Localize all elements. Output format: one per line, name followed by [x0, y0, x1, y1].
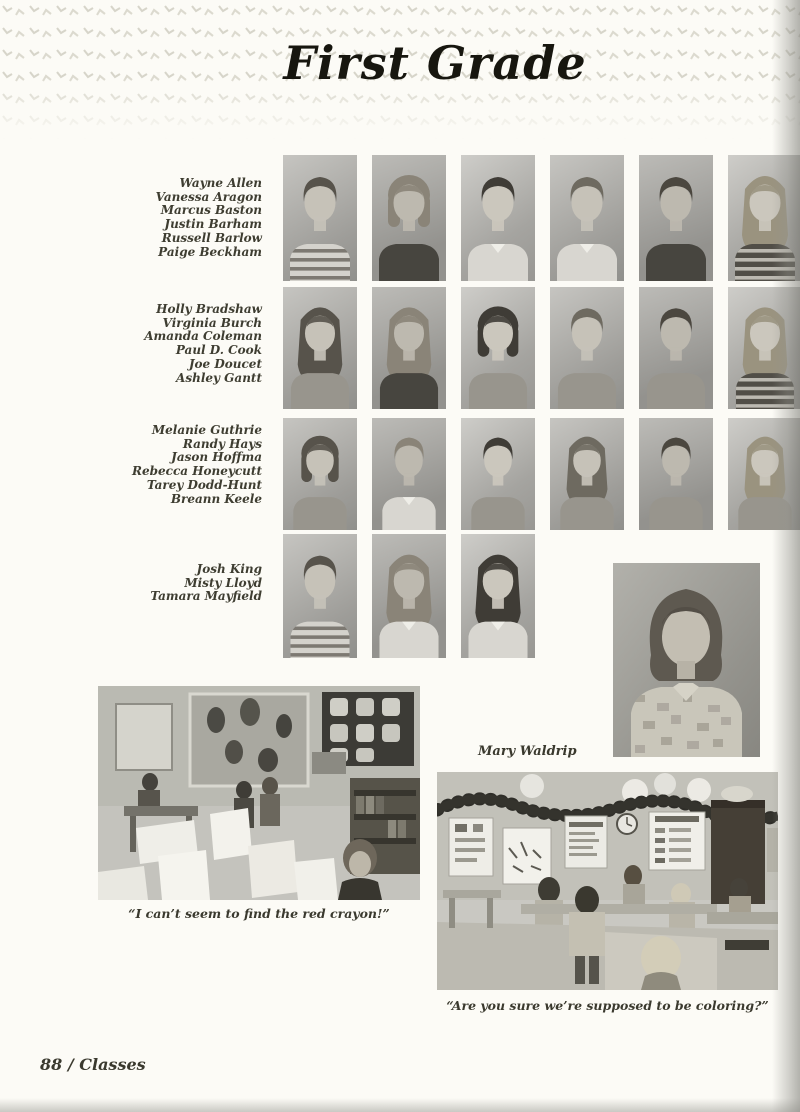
- student-face-illustration: [461, 418, 535, 530]
- student-face-illustration: [283, 155, 357, 281]
- student-portrait: [639, 287, 713, 409]
- student-name: Jason Hoffma: [171, 450, 262, 465]
- student-name: Melanie Guthrie: [151, 423, 262, 437]
- roster-group-1: [90, 177, 262, 259]
- teacher-name-caption: Mary Waldrip: [478, 744, 577, 759]
- caption-left-photo: “I can’t seem to find the red crayon!”: [128, 906, 390, 921]
- student-name: Justin Barham: [164, 217, 262, 232]
- roster-group-2: [90, 303, 262, 385]
- student-portrait: [550, 155, 624, 281]
- student-portrait: [639, 418, 713, 530]
- page-title: First Grade: [283, 36, 587, 90]
- student-name: Tarey Dodd-Hunt: [146, 477, 262, 492]
- student-portrait: [283, 155, 357, 281]
- student-portrait: [639, 155, 713, 281]
- student-portrait: [372, 155, 446, 281]
- student-name: Paul D. Cook: [175, 343, 262, 358]
- student-face-illustration: [372, 155, 446, 281]
- caption-right-photo: “Are you sure we’re supposed to be coloring?”: [446, 998, 769, 1013]
- scan-shadow-bottom: [0, 1098, 800, 1112]
- student-face-illustration: [461, 534, 535, 658]
- student-portrait: [372, 418, 446, 530]
- student-name: Virginia Burch: [162, 315, 262, 330]
- student-name: Vanessa Aragon: [155, 189, 262, 204]
- student-face-illustration: [639, 287, 713, 409]
- student-face-illustration: [550, 418, 624, 530]
- student-face-illustration: [372, 534, 446, 658]
- roster-group-3: [90, 424, 262, 506]
- scan-shadow-right: [772, 0, 800, 1112]
- student-portrait: [283, 534, 357, 658]
- student-portrait: [550, 287, 624, 409]
- student-face-illustration: [283, 534, 357, 658]
- classroom-photo-left: [98, 686, 420, 900]
- student-face-illustration: [639, 418, 713, 530]
- student-name: Tamara Mayfield: [150, 589, 262, 604]
- student-face-illustration: [283, 418, 357, 530]
- classroom-photo-left-image: [98, 686, 420, 900]
- student-name: Joe Doucet: [188, 356, 262, 371]
- student-portrait: [372, 287, 446, 409]
- student-face-illustration: [283, 287, 357, 409]
- student-name: Josh King: [196, 562, 262, 576]
- student-portrait: [550, 418, 624, 530]
- student-face-illustration: [639, 155, 713, 281]
- student-name: Paige Beckham: [158, 244, 262, 259]
- student-face-illustration: [550, 155, 624, 281]
- roster-group-4: [90, 563, 262, 604]
- student-face-illustration: [461, 287, 535, 409]
- student-name: Amanda Coleman: [144, 329, 262, 344]
- student-portrait: [283, 418, 357, 530]
- student-portrait: [283, 287, 357, 409]
- student-name: Rebecca Honeycutt: [132, 464, 262, 479]
- student-face-illustration: [550, 287, 624, 409]
- teacher-portrait-image: [613, 563, 760, 757]
- student-name: Holly Bradshaw: [156, 302, 262, 316]
- student-face-illustration: [372, 287, 446, 409]
- student-face-illustration: [461, 155, 535, 281]
- classroom-photo-right: [437, 772, 778, 990]
- student-portrait: [461, 418, 535, 530]
- student-name: Russell Barlow: [161, 230, 262, 245]
- student-portrait: [461, 287, 535, 409]
- page-footer: 88 / Classes: [40, 1055, 146, 1074]
- teacher-portrait-photo: [613, 563, 760, 757]
- student-name: Breann Keele: [170, 491, 262, 506]
- student-face-illustration: [372, 418, 446, 530]
- classroom-photo-right-image: [437, 772, 778, 990]
- student-name: Marcus Baston: [160, 203, 262, 218]
- student-name: Ashley Gantt: [176, 370, 262, 385]
- student-portrait: [461, 534, 535, 658]
- student-portrait: [372, 534, 446, 658]
- student-portrait: [461, 155, 535, 281]
- student-name: Randy Hays: [182, 436, 262, 451]
- student-name: Misty Lloyd: [184, 575, 262, 590]
- student-name: Wayne Allen: [179, 176, 262, 190]
